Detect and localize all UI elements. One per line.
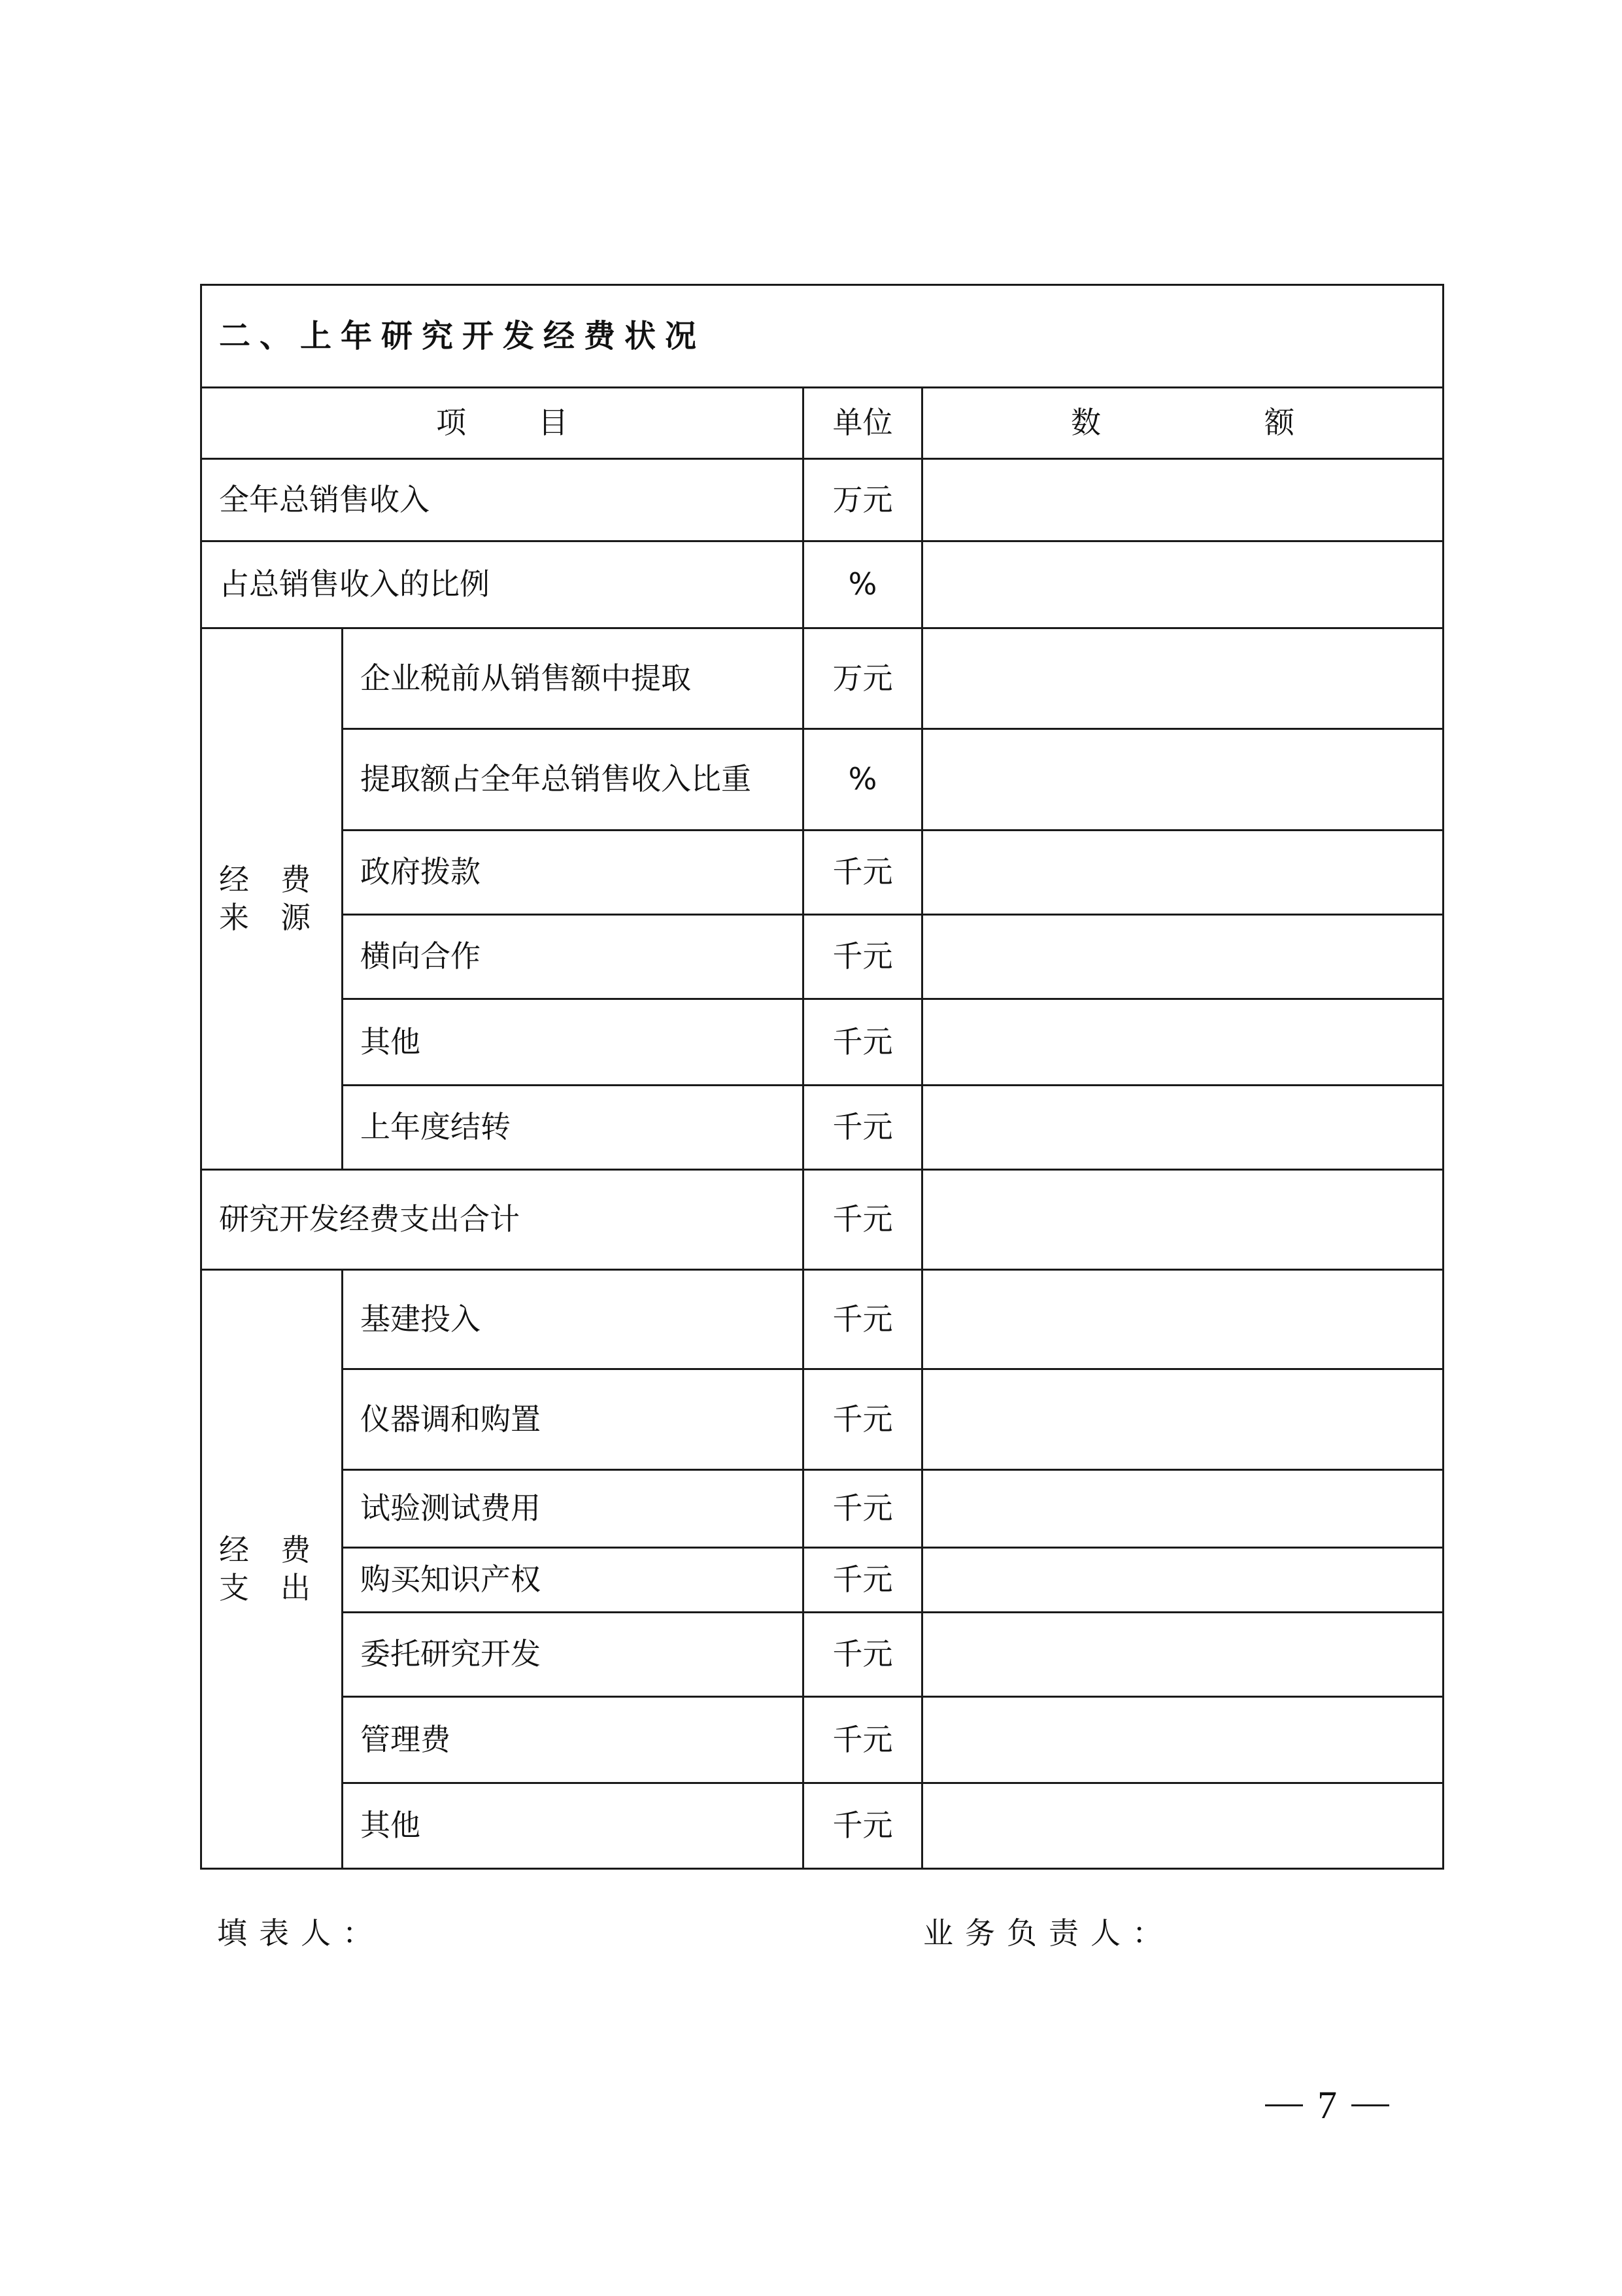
table-row (201, 1086, 1444, 1170)
page-number-dash-right (1351, 2104, 1389, 2106)
table-row (201, 1783, 1444, 1869)
row-unit: 千元 (803, 1270, 922, 1369)
table-row (201, 459, 1444, 541)
row-unit: 千元 (803, 1470, 922, 1548)
group-char: 费 (280, 1532, 311, 1568)
group-char: 源 (280, 899, 311, 935)
table-row (201, 1170, 1444, 1270)
amount-input-cell[interactable] (922, 1783, 1444, 1869)
business-manager-label: 业务负责人： (923, 1915, 1174, 1951)
row-unit: 千元 (803, 1783, 922, 1869)
row-unit: 万元 (803, 628, 922, 729)
amount-input-cell[interactable] (922, 831, 1444, 915)
row-unit: 千元 (803, 1613, 922, 1697)
page-number-dash-left (1265, 2104, 1303, 2106)
table-row (201, 1613, 1444, 1697)
amount-input-cell[interactable] (922, 1697, 1444, 1783)
row-label: 委托研究开发 (343, 1613, 803, 1697)
row-unit: 千元 (803, 1369, 922, 1470)
header-amount (922, 388, 1444, 459)
row-label: 试验测试费用 (343, 1470, 803, 1548)
row-unit: 千元 (803, 1086, 922, 1170)
row-label: 其他 (343, 1783, 803, 1869)
amount-input-cell[interactable] (922, 459, 1444, 541)
row-label: 其他 (343, 999, 803, 1086)
table-row (201, 915, 1444, 999)
row-label: 政府拨款 (343, 831, 803, 915)
row-unit: 千元 (803, 1170, 922, 1270)
amount-input-cell[interactable] (922, 1548, 1444, 1613)
amount-input-cell[interactable] (922, 1613, 1444, 1697)
table-row (201, 1369, 1444, 1470)
page-number (1265, 2083, 1389, 2128)
row-label: 基建投入 (343, 1270, 803, 1369)
form-filler-label: 填表人： (217, 1915, 384, 1951)
group-char: 经 (219, 862, 249, 897)
table-row (201, 1470, 1444, 1548)
funding-form-table (200, 284, 1444, 1870)
row-label: 提取额占全年总销售收入比重 (343, 729, 803, 831)
amount-input-cell[interactable] (922, 1086, 1444, 1170)
table-row (201, 1697, 1444, 1783)
row-unit: % (803, 541, 922, 628)
row-label: 管理费 (343, 1697, 803, 1783)
row-label: 购买知识产权 (343, 1548, 803, 1613)
header-item (201, 388, 803, 459)
page-number-value: 7 (1317, 2083, 1337, 2127)
row-label: 企业税前从销售额中提取 (343, 628, 803, 729)
group-char: 支 (219, 1569, 249, 1605)
amount-input-cell[interactable] (922, 1170, 1444, 1270)
header-amount-char-2: 额 (1264, 405, 1294, 441)
amount-input-cell[interactable] (922, 915, 1444, 999)
table-row (201, 729, 1444, 831)
row-unit: 千元 (803, 1697, 922, 1783)
table-row (201, 541, 1444, 628)
row-label: 全年总销售收入 (201, 459, 803, 541)
header-item-char-2: 目 (538, 405, 568, 441)
group-char: 费 (280, 862, 311, 897)
amount-input-cell[interactable] (922, 729, 1444, 831)
table-row (201, 628, 1444, 729)
group-char: 出 (280, 1569, 311, 1605)
group-char: 经 (219, 1532, 249, 1568)
table-row (201, 1270, 1444, 1369)
amount-input-cell[interactable] (922, 1470, 1444, 1548)
amount-input-cell[interactable] (922, 628, 1444, 729)
group-char: 来 (219, 899, 249, 935)
amount-input-cell[interactable] (922, 1270, 1444, 1369)
amount-input-cell[interactable] (922, 999, 1444, 1086)
row-unit: 千元 (803, 831, 922, 915)
group-label-expenditure (201, 1270, 343, 1869)
table-row (201, 999, 1444, 1086)
table-header-row (201, 388, 1444, 459)
header-amount-char-1: 数 (1071, 405, 1101, 441)
row-label: 占总销售收入的比例 (201, 541, 803, 628)
group-label-funding-source (201, 628, 343, 1170)
row-unit: 千元 (803, 915, 922, 999)
table-row (201, 1548, 1444, 1613)
header-item-char-1: 项 (436, 405, 466, 441)
header-unit: 单位 (803, 388, 922, 459)
row-label: 上年度结转 (343, 1086, 803, 1170)
amount-input-cell[interactable] (922, 1369, 1444, 1470)
section-title: 二、上年研究开发经费状况 (201, 285, 1444, 388)
row-label: 横向合作 (343, 915, 803, 999)
row-unit: 千元 (803, 999, 922, 1086)
row-unit: % (803, 729, 922, 831)
row-label: 仪器调和购置 (343, 1369, 803, 1470)
table-row (201, 831, 1444, 915)
row-unit: 千元 (803, 1548, 922, 1613)
row-unit: 万元 (803, 459, 922, 541)
amount-input-cell[interactable] (922, 541, 1444, 628)
row-label: 研究开发经费支出合计 (201, 1170, 803, 1270)
